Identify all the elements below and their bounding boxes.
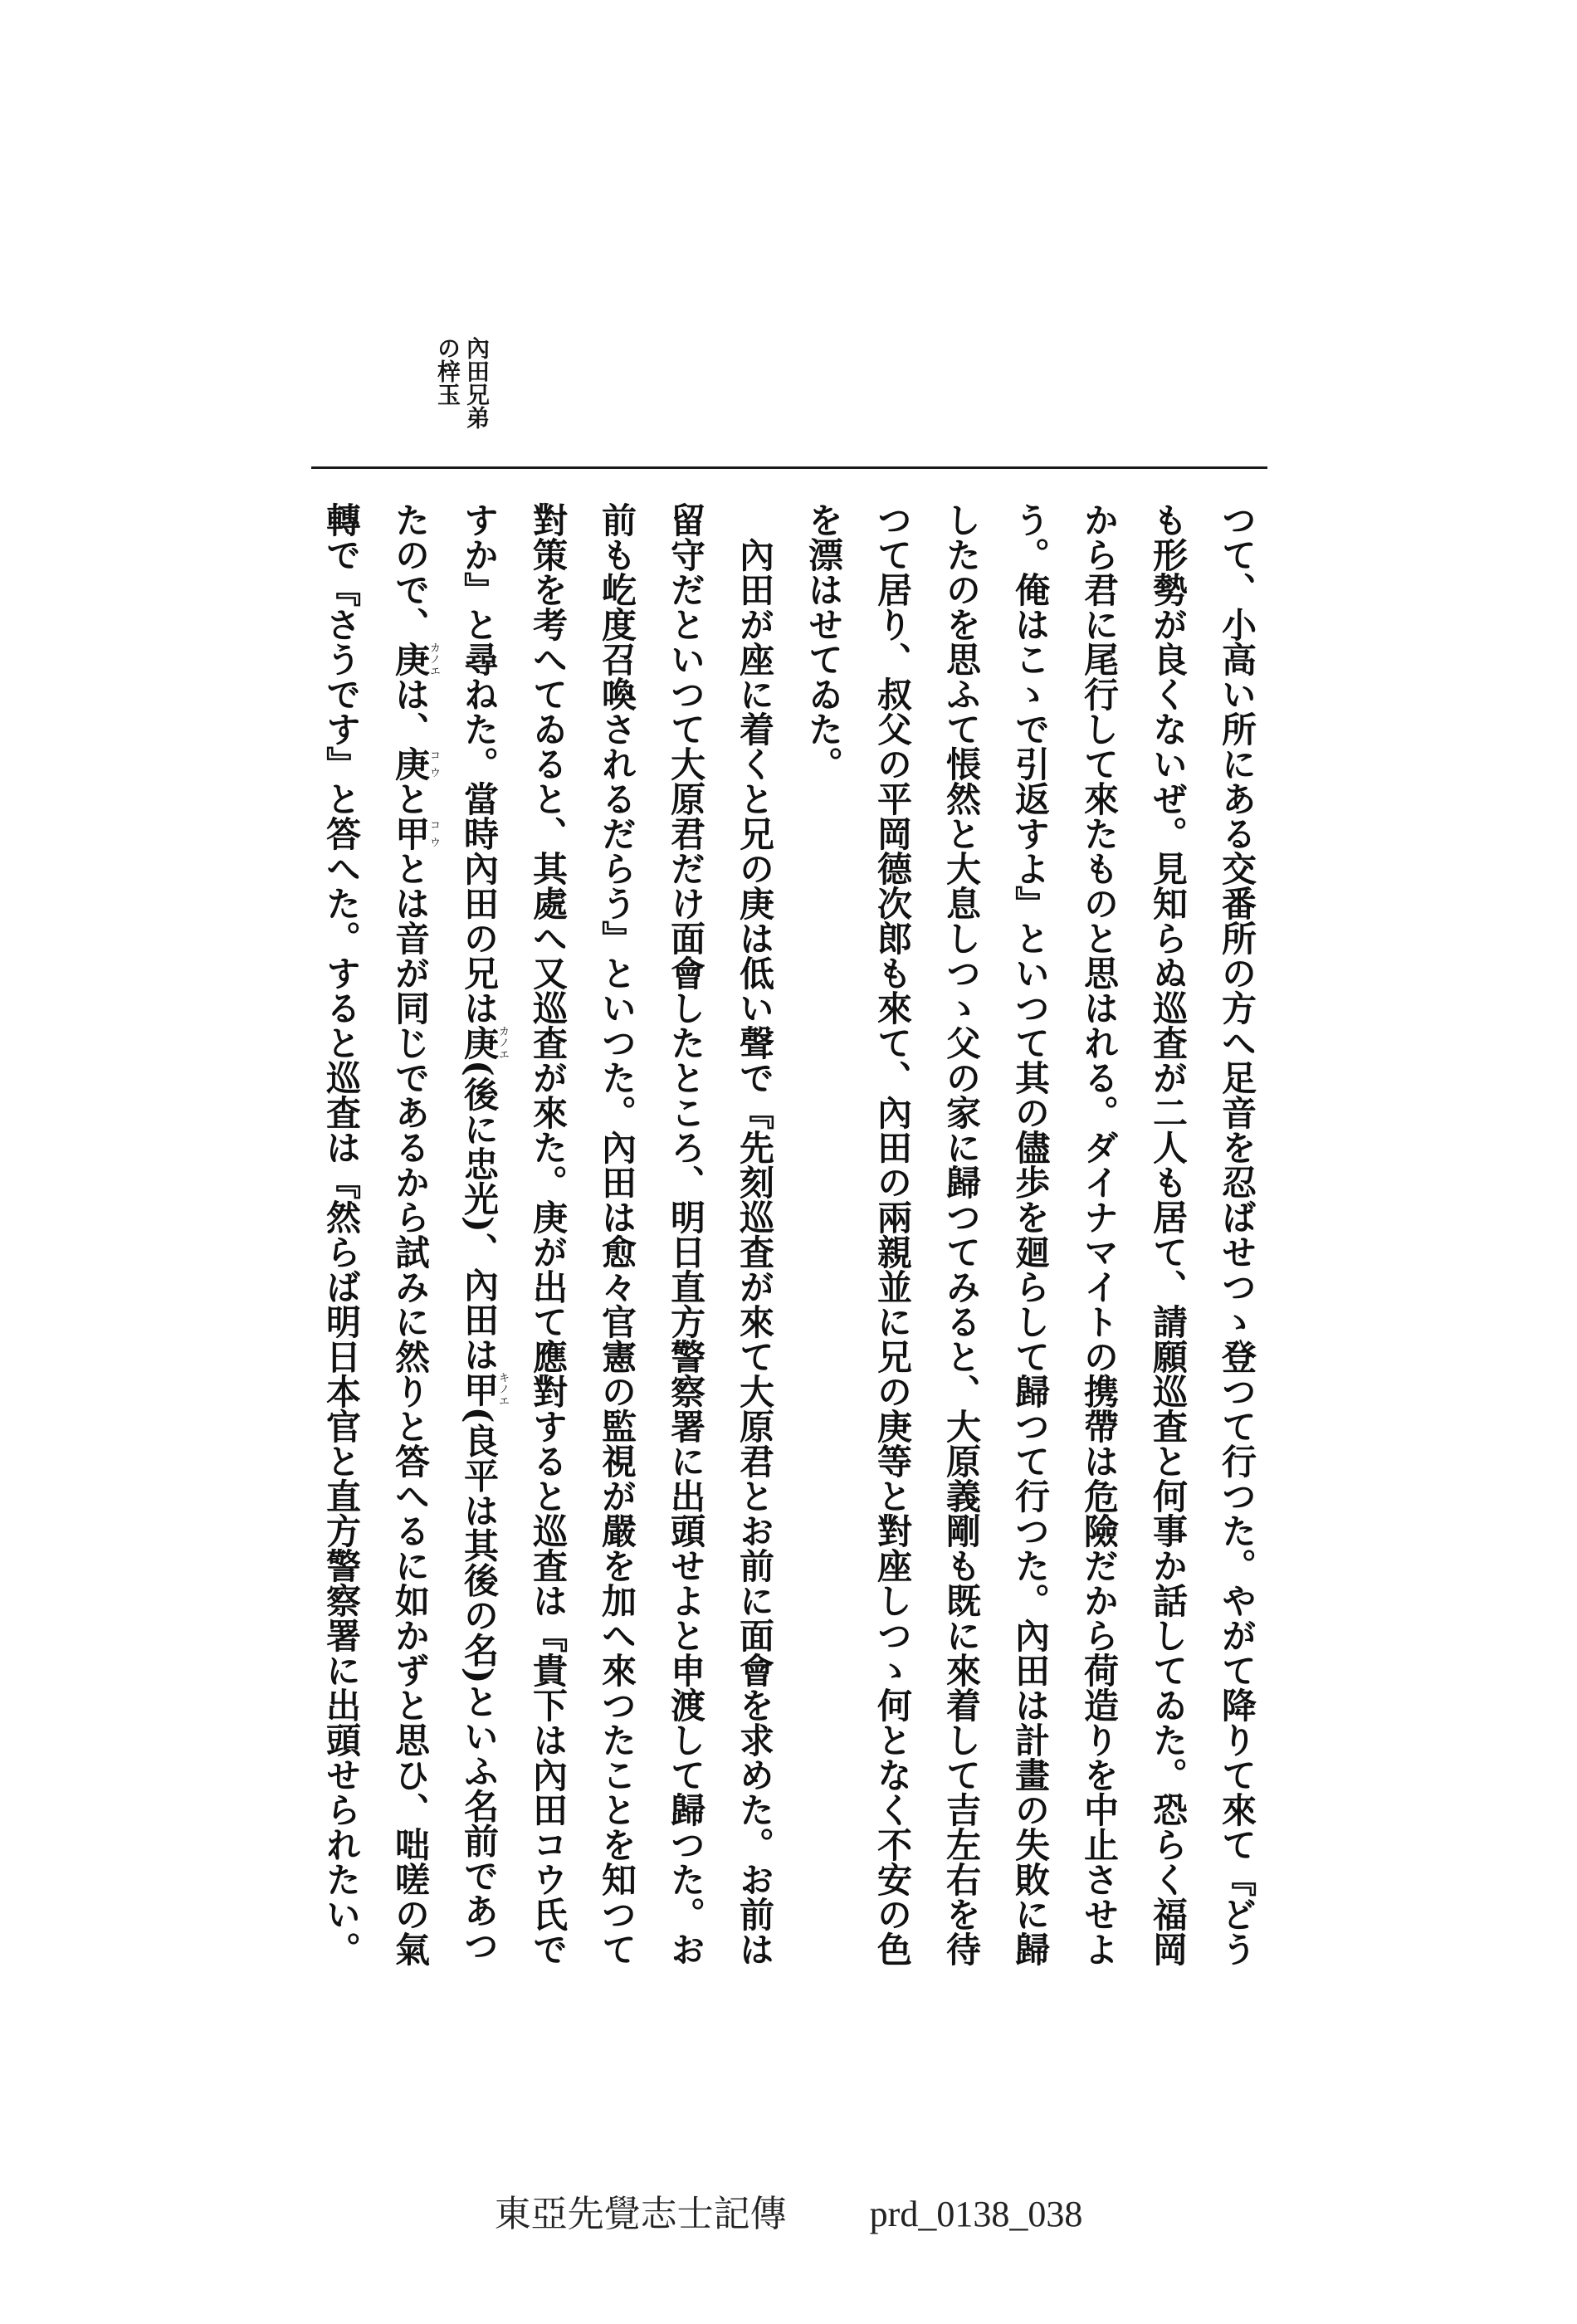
- text-run: は、: [390, 676, 431, 746]
- text-run: と: [390, 781, 431, 816]
- text-column: [1065, 502, 1134, 2013]
- ruby-group: [390, 816, 440, 851]
- ruby-base: 甲: [390, 816, 431, 851]
- ruby-annotation: キノエ: [496, 1371, 509, 1407]
- ruby-base: 庚: [390, 746, 431, 781]
- text-column: [789, 502, 858, 2013]
- text-run: 前も屹度召喚されるだらう』といつた。內田は愈々官憲の監視が嚴を加へ來つたことを知つて: [597, 502, 637, 1966]
- ruby-group: [459, 1025, 509, 1060]
- text-column: [583, 502, 652, 2013]
- running-head-line: 內田兄弟: [463, 336, 491, 429]
- text-run: を漂はせてゐた。: [803, 502, 844, 781]
- running-head: [433, 336, 491, 444]
- text-run: 對策を考へてゐると、其處へ又巡査が來た。庚が出て應對すると巡査は『貴下は內田コウ氏で: [528, 502, 569, 1966]
- ruby-base: 庚: [459, 1025, 500, 1060]
- text-run: 轉で『さうです』と答へた。すると巡査は『然らば明日本官と直方警察署に出頭せられたい。: [321, 502, 362, 1966]
- text-column: [1203, 502, 1272, 2013]
- ruby-annotation: コウ: [427, 746, 440, 781]
- text-run: う。俺はこゝで引返すよ』といつて其の儘歩を廻らして歸つて行つた。內田は計畫の失敗に歸: [1010, 502, 1051, 1966]
- ruby-annotation: カノエ: [427, 642, 440, 676]
- footer-title: 東亞先覺志士記傳: [494, 2193, 787, 2235]
- ruby-group: [390, 642, 440, 676]
- text-column: [652, 502, 720, 2013]
- text-run: (後に忠光)、內田は: [459, 1060, 500, 1372]
- footer-page-id: prd_0138_038: [869, 2194, 1083, 2234]
- text-run: から君に尾行して來たものと思はれる。ダイナマイトの携帶は危險だから荷造りを中止させよ: [1079, 502, 1120, 1966]
- running-head-line: の梓玉: [434, 336, 461, 406]
- ruby-group: [459, 1371, 509, 1407]
- text-column: [1134, 502, 1203, 2013]
- text-column: [445, 502, 514, 2013]
- header-rule: [311, 466, 1267, 469]
- text-column: [858, 502, 927, 2013]
- ruby-base: 甲: [459, 1371, 500, 1407]
- body-text: [307, 502, 1272, 2013]
- text-run: したのを思ふて悵然と大息しつゝ父の家に歸つてみると、大原義剛も既に來着して吉左右を待: [941, 502, 982, 1966]
- text-run: つて居り、叔父の平岡德次郎も來て、內田の兩親並に兄の庚等と對座しつゝ何となく不安の色: [872, 502, 913, 1966]
- text-column: [514, 502, 583, 2013]
- text-run: 內田が座に着くと兄の庚は低い聲で『先刻巡査が來て大原君とお前に面會を求めた。お前は: [735, 502, 775, 1966]
- ruby-annotation: カノエ: [496, 1025, 509, 1060]
- text-run: (良平は其後の名)といふ名前であつ: [459, 1406, 500, 1963]
- text-run: 留守だといつて大原君だけ面會したところ、明日直方警察署に出頭せよと申渡して歸つた。お: [666, 502, 706, 1966]
- text-run: たので、: [390, 502, 431, 642]
- footer: [0, 2191, 1577, 2238]
- text-run: とは音が同じであるから試みに然りと答へるに如かずと思ひ、咄嗟の氣: [390, 851, 431, 1966]
- text-column: [996, 502, 1065, 2013]
- text-column: [720, 502, 789, 2013]
- text-column: [927, 502, 996, 2013]
- text-column: [376, 502, 445, 2013]
- text-column: [307, 502, 376, 2013]
- ruby-group: [390, 746, 440, 781]
- text-run: すか』と尋ねた。當時內田の兄は: [459, 502, 500, 1025]
- ruby-annotation: コウ: [427, 816, 440, 851]
- text-run: つて、小高い所にある交番所の方へ足音を忍ばせつゝ登つて行つた。やがて降りて來て『どう: [1217, 502, 1257, 1966]
- ruby-base: 庚: [390, 642, 431, 676]
- text-run: も形勢が良くないぜ。見知らぬ巡査が二人も居て、請願巡査と何事か話してゐた。恐らく福岡: [1148, 502, 1189, 1966]
